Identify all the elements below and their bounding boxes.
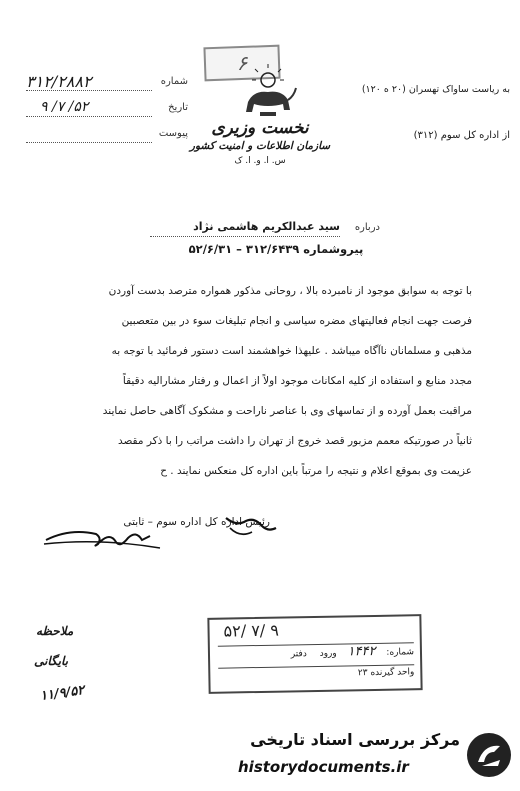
- field-number-label: شماره: [160, 76, 188, 87]
- stamp-date: ۵۲/ ۷/ ۹: [223, 620, 280, 641]
- org-header: [189, 118, 331, 166]
- margin-note-2: بایگانی: [34, 654, 68, 668]
- field-date-value: ۵۲/ ۷/ ۹: [40, 99, 89, 115]
- body-line: عزیمت وی بموقع اعلام و نتیجه را مرتباً باین اداره کل منعکس نمایند . ح: [160, 465, 472, 477]
- field-number: [18, 72, 188, 94]
- reference-line: پیروشماره ۳۱۲/۶۴۳۹ – ۵۲/۶/۳۱: [188, 242, 364, 256]
- body-line: مراقبت بعمل آورده و از تماسهای وی با عناصر ناراحت و مشکوک آگاهی حاصل نمایند: [102, 405, 472, 417]
- field-number-value: ۳۱۲/۲۸۸۲: [26, 72, 92, 91]
- doc-fields: [18, 72, 188, 146]
- org-title: سازمان اطلاعات و امنیت کشور: [189, 140, 331, 152]
- field-date: [18, 98, 188, 120]
- stamp-receiving-unit: واحد گیرنده ۲۳: [218, 664, 414, 680]
- received-stamp: [207, 614, 422, 694]
- dotted-line: [26, 90, 152, 91]
- body-line: فرصت جهت انجام فعالیتهای مضره سیاسی و انجام تبلیغات سوء در بین متعصبین: [121, 315, 472, 327]
- stamp-row-number: [218, 642, 414, 661]
- subject-label: درباره: [354, 222, 380, 233]
- stamp-office-label: دفتر: [290, 649, 307, 660]
- margin-note-1: ملاحظه: [36, 624, 74, 638]
- field-date-label: تاریخ: [168, 102, 188, 113]
- field-attachment: [18, 124, 188, 146]
- body-line: ثانیاً در صورتیکه معمم مزبور قصد خروج از تهران را داشت مراتب را با ذکر مقصد: [117, 435, 472, 447]
- body-line: با توجه به سوابق موجود از نامبرده بالا ، روحانی مذکور همواره مترصد بدست آوردن: [108, 285, 472, 297]
- recipient-from: از اداره کل سوم (۳۱۲): [413, 130, 510, 141]
- org-subtitle: س. ا. و. ا. ک: [234, 156, 286, 166]
- archive-logo-icon: [464, 730, 514, 780]
- stamp-entry-label: ورود: [319, 648, 337, 659]
- stamp-number: ۶: [236, 50, 248, 76]
- watermark-title: مرکز بررسی اسناد تاریخی: [250, 730, 460, 749]
- margin-note-date: ۱۱/۹/۵۲: [39, 682, 86, 705]
- body-line: مذهبی و مسلمانان ناآگاه میباشد . علیهذا خواهشمند است دستور فرمائید با توجه به: [111, 345, 472, 357]
- lion-and-sun-emblem: [238, 64, 298, 118]
- dotted-line: [26, 142, 152, 143]
- body-line: مجدد منابع و استفاده از کلیه امکانات موجود اولاً از اعمال و رفتار مشارالیه دقیقاً: [122, 375, 472, 387]
- field-attachment-label: پیوست: [158, 128, 188, 139]
- handwritten-signature: [40, 508, 280, 556]
- dotted-line: [150, 236, 340, 237]
- watermark: [226, 726, 516, 784]
- subject-row: [150, 220, 380, 240]
- subject-value: سید عبدالکریم هاشمی نژاد: [193, 220, 340, 233]
- ministry-title: نخست وزیری: [211, 118, 309, 138]
- letter-body: [44, 276, 472, 486]
- dotted-line: [26, 116, 152, 117]
- watermark-url: historydocuments.ir: [238, 758, 409, 776]
- stamp-number-value: ۱۴۴۲: [347, 643, 376, 660]
- signature-caption: رئیس اداره کل اداره سوم – ثابتی: [123, 516, 270, 528]
- recipient-to: به ریاست ساواک تهسران (۲۰ ه ۱۲۰): [361, 84, 510, 95]
- stamp-number-label: شماره:: [386, 647, 415, 658]
